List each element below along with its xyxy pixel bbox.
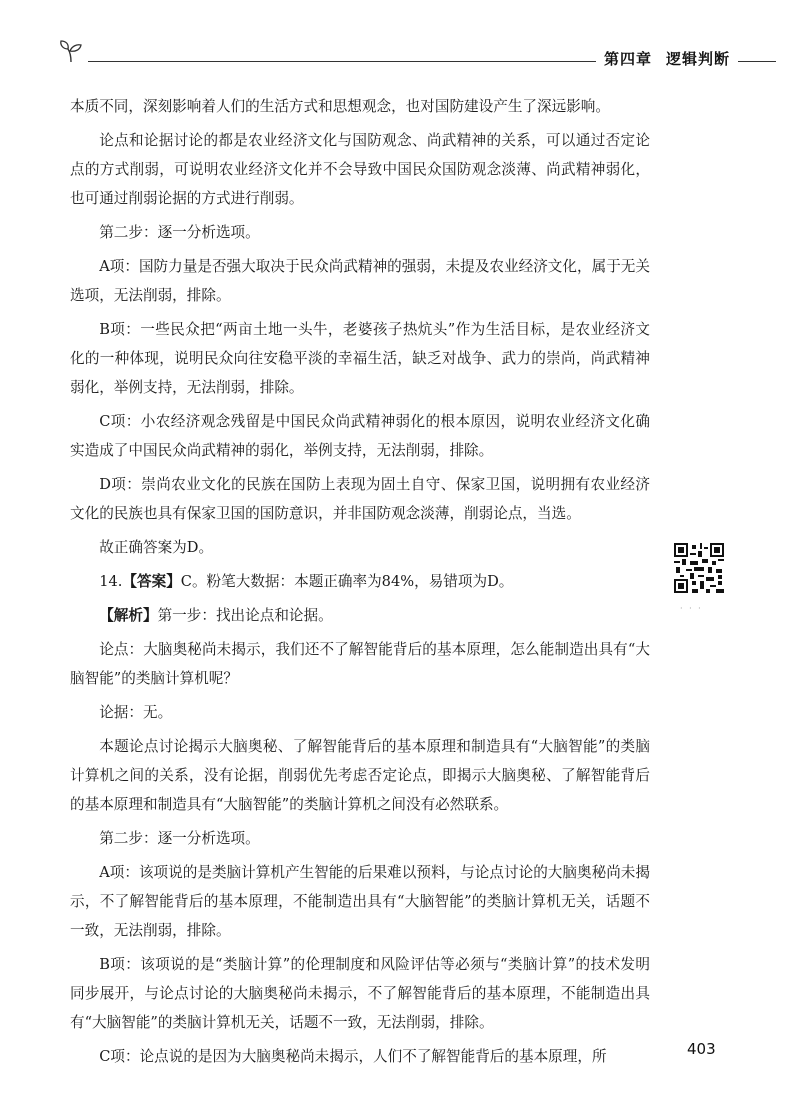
paragraph: C项：小农经济观念残留是中国民众尚武精神弱化的根本原因，说明农业经济文化确实造成了中国民众尚武精神的弱化，举例支持，无法削弱，排除。 (70, 413, 650, 459)
paragraph: 本题论点讨论揭示大脑奥秘、了解智能背后的基本原理和制造具有“大脑智能”的类脑计算机之间的关系，没有论据，削弱优先考虑否定论点，即揭示大脑奥秘、了解智能背后的基本原理和制造具有“大脑智能”的类脑计算机之间没有必然联系。 (70, 738, 650, 813)
analysis-line (70, 601, 650, 630)
paragraph: 论据：无。 (99, 704, 173, 721)
paragraph: 第二步：逐一分析选项。 (99, 224, 260, 241)
sprout-icon (58, 38, 84, 64)
paragraph: 本质不同，深刻影响着人们的生活方式和思想观念，也对国防建设产生了深远影响。 (70, 98, 610, 115)
paragraph: B项：该项说的是“类脑计算”的伦理制度和风险评估等必须与“类脑计算”的技术发明同步展开，与论点讨论的大脑奥秘尚未揭示，不了解智能背后的基本原理，不能制造出具有“大脑智能”的类脑计算机无关，话题不一致，无法削弱，排除。 (70, 956, 650, 1031)
paragraph: D项：崇尚农业文化的民族在国防上表现为固土自守、保家卫国，说明拥有农业经济文化的民族也具有保家卫国的国防意识，并非国防观念淡薄，削弱论点，当选。 (70, 476, 650, 522)
paragraph: 论点：大脑奥秘尚未揭示，我们还不了解智能背后的基本原理，怎么能制造出具有“大脑智能”的类脑计算机呢？ (70, 641, 650, 687)
chapter-number: 第四章 (604, 50, 653, 68)
page-number: 403 (687, 1040, 716, 1058)
paragraph: 论点和论据讨论的都是农业经济文化与国防观念、尚武精神的关系，可以通过否定论点的方式削弱，可说明农业经济文化并不会导致中国民众国防观念淡薄、尚武精神弱化，也可通过削弱论据的方式进行削弱。 (70, 132, 650, 207)
page-header (58, 38, 778, 68)
paragraph: 故正确答案为D。 (99, 539, 214, 556)
paragraph: A项：国防力量是否强大取决于民众尚武精神的强弱，未提及农业经济文化，属于无关选项，无法削弱，排除。 (70, 258, 650, 304)
qr-code-icon[interactable] (674, 543, 724, 593)
analysis-label: 【解析】 (99, 607, 158, 624)
paragraph: B项：一些民众把“两亩土地一头牛，老婆孩子热炕头”作为生活目标，是农业经济文化的一种体现，说明民众向往安稳平淡的幸福生活，缺乏对战争、武力的崇尚，尚武精神弱化，举例支持，无法削弱，排除。 (70, 321, 650, 396)
page-body (70, 92, 650, 1076)
question-number: 14. (99, 573, 123, 590)
chapter-title: 逻辑判断 (666, 50, 731, 68)
answer-label: 【答案】 (122, 573, 181, 590)
paragraph: 第二步：逐一分析选项。 (99, 830, 260, 847)
header-rule-left (88, 61, 638, 62)
paragraph: A项：该项说的是类脑计算机产生智能的后果难以预料，与论点讨论的大脑奥秘尚未揭示，不了解智能背后的基本原理，不能制造出具有“大脑智能”的类脑计算机无关，话题不一致，无法削弱，排除。 (70, 864, 650, 939)
analysis-text: 第一步：找出论点和论据。 (157, 607, 333, 624)
header-rule-right (738, 61, 776, 62)
chapter-heading (596, 48, 738, 69)
answer-text: C。粉笔大数据：本题正确率为84%，易错项为D。 (180, 573, 514, 590)
paragraph: C项：论点说的是因为大脑奥秘尚未揭示，人们不了解智能背后的基本原理，所 (99, 1048, 607, 1065)
answer-line (70, 567, 650, 596)
qr-caption-dots: · · · (680, 604, 703, 613)
